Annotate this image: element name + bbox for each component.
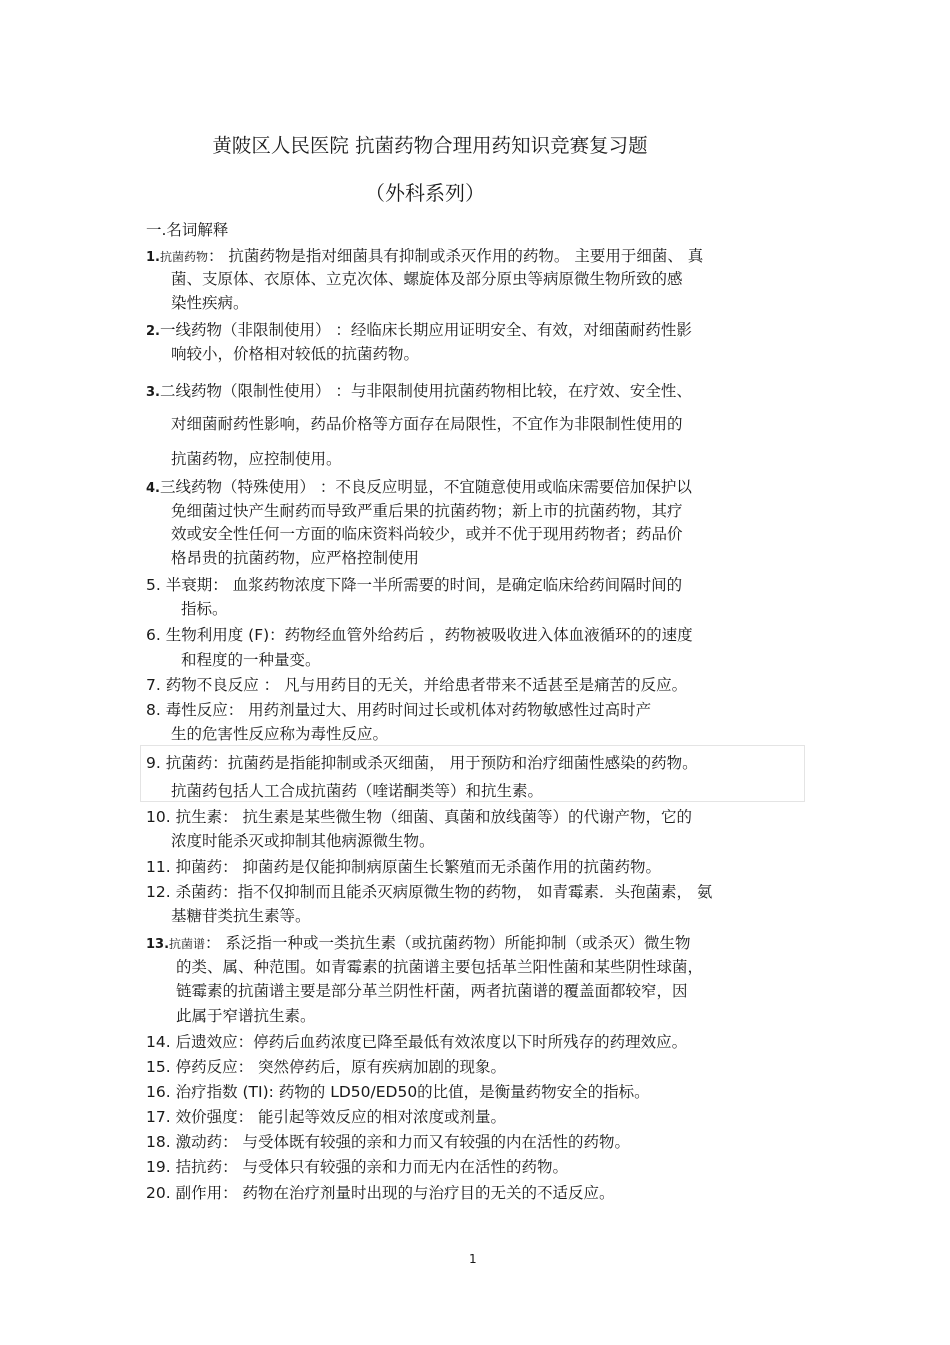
term-number: 17. (146, 1108, 176, 1126)
term-text: 毒性反应： 用药剂量过大、用药时间过长或机体对药物敏感性过高时产 (165, 701, 652, 719)
term-number: 11. (146, 858, 176, 876)
term-line (146, 476, 692, 500)
term-text: 格昂贵的抗菌药物，应严格控制使用 (171, 549, 420, 567)
term-text: 和程度的一种量变。 (181, 651, 321, 669)
term-text: 药物不良反应 ： 凡与用药目的无关，并给患者带来不适甚至是痛苦的反应。 (165, 676, 688, 694)
term-text: 抑菌药： 抑菌药是仅能抑制病原菌生长繁殖而无杀菌作用的抗菌药物。 (175, 858, 662, 876)
term-number: 19. (146, 1158, 176, 1176)
term-text: 拮抗药： 与受体只有较强的亲和力而无内在活性的药物。 (175, 1158, 569, 1176)
term-line (146, 1081, 650, 1103)
term-text: 抗菌药：抗菌药是指能抑制或杀灭细菌， 用于预防和治疗细菌性感染的药物。 (165, 754, 698, 772)
term-continuation-line (181, 598, 228, 620)
term-text: 三线药物（特殊使用） ：不良反应明显，不宜随意使用或临床需要倍加保护以 (159, 478, 692, 496)
term-text: 免细菌过快产生耐药而导致严重后果的抗菌药物；新上市的抗菌药物，其疗 (171, 502, 683, 520)
section-heading: 一.名词解释 (146, 221, 229, 239)
term-continuation-line (171, 343, 419, 365)
term-continuation-line (171, 448, 342, 470)
term-continuation-line (181, 649, 321, 671)
term-number: 18. (146, 1133, 176, 1151)
term-line (146, 1056, 506, 1078)
term-text: 杀菌药：指不仅抑制而且能杀灭病原微生物的药物， 如青霉素．头孢菌素， 氨 (175, 883, 713, 901)
term-text: 生的危害性反应称为毒性反应。 (171, 725, 389, 743)
term-continuation-line (171, 905, 311, 927)
term-continuation-line (171, 413, 683, 435)
term-line (146, 1156, 568, 1178)
term-continuation-line (176, 956, 703, 978)
term-line (146, 1131, 630, 1153)
term-text: 效或安全性任何一方面的临床资料尚较少，或并不优于现用药物者；药品价 (171, 525, 683, 543)
term-line (146, 752, 698, 774)
term-continuation-line (171, 292, 249, 314)
term-line (146, 932, 690, 956)
term-continuation-line (171, 523, 683, 545)
term-number: 6. (146, 626, 166, 644)
term-text: 副作用： 药物在治疗剂量时出现的与治疗目的无关的不适反应。 (175, 1184, 615, 1202)
term-line (146, 1182, 615, 1204)
term-continuation-line (171, 780, 543, 802)
term-line (146, 806, 692, 828)
term-number: 12. (146, 883, 176, 901)
document-subtitle: （外科系列） (365, 181, 485, 205)
term-continuation-line (171, 500, 683, 522)
term-text: ： 抗菌药物是指对细菌具有抑制或杀灭作用的药物。 主要用于细菌、 真 (208, 247, 704, 265)
term-continuation-line (171, 723, 388, 745)
term-continuation-line (176, 1005, 316, 1027)
term-number: 13. (146, 937, 170, 952)
term-line (146, 624, 693, 646)
term-number: 15. (146, 1058, 176, 1076)
term-number: 16. (146, 1083, 176, 1101)
term-label: 抗菌药物 (159, 250, 208, 264)
term-number: 10. (146, 808, 176, 826)
term-text: 链霉素的抗菌谱主要是部分革兰阴性杆菌，两者抗菌谱的覆盖面都较窄，因 (176, 982, 688, 1000)
term-text: 抗生素： 抗生素是某些微生物（细菌、真菌和放线菌等）的代谢产物，它的 (175, 808, 693, 826)
term-text: 后遗效应：停药后血药浓度已降至最低有效浓度以下时所残存的药理效应。 (175, 1033, 688, 1051)
term-line (146, 856, 661, 878)
term-text: 浓度时能杀灭或抑制其他病源微生物。 (171, 832, 435, 850)
term-text: 的类、属、种范围。如青霉素的抗菌谱主要包括革兰阳性菌和某些阴性球菌， (176, 958, 704, 976)
term-label: 抗菌谱 (169, 937, 206, 951)
term-number: 2. (146, 324, 160, 339)
term-number: 4. (146, 481, 160, 496)
term-text: 抗菌药包括人工合成抗菌药（喹诺酮类等）和抗生素。 (171, 782, 544, 800)
term-line (146, 881, 712, 903)
term-continuation-line (176, 980, 688, 1002)
term-number: 8. (146, 701, 166, 719)
term-text: 指标。 (181, 600, 228, 618)
term-number: 5. (146, 576, 166, 594)
term-line (146, 319, 692, 343)
term-text: 激动药： 与受体既有较强的亲和力而又有较强的内在活性的药物。 (175, 1133, 631, 1151)
term-number: 1. (146, 250, 160, 265)
term-text: 二线药物（限制性使用） ：与非限制使用抗菌药物相比较，在疗效、安全性、 (159, 382, 692, 400)
term-text: 抗菌药物，应控制使用。 (171, 450, 342, 468)
term-line (146, 380, 692, 404)
term-line (146, 1106, 506, 1128)
page-number: 1 (469, 1252, 477, 1266)
term-line (146, 699, 651, 721)
term-number: 7. (146, 676, 166, 694)
term-text: 响较小，价格相对较低的抗菌药物。 (171, 345, 420, 363)
term-continuation-line (171, 268, 683, 290)
term-line (146, 674, 687, 696)
term-number: 3. (146, 385, 160, 400)
term-continuation-line (171, 830, 435, 852)
term-text: 染性疾病。 (171, 294, 249, 312)
term-text: 基糖苷类抗生素等。 (171, 907, 311, 925)
term-text: 停药反应： 突然停药后，原有疾病加剧的现象。 (175, 1058, 507, 1076)
term-line (146, 574, 682, 596)
term-text: 菌、支原体、衣原体、立克次体、螺旋体及部分原虫等病原微生物所致的感 (171, 270, 683, 288)
term-line (146, 1031, 687, 1053)
term-line (146, 245, 703, 269)
term-text: 此属于窄谱抗生素。 (176, 1007, 316, 1025)
term-text: 生物利用度 (F)：药物经血管外给药后 ，药物被吸收进入体血液循环的的速度 (165, 626, 693, 644)
term-text: 一线药物（非限制使用） ：经临床长期应用证明安全、有效，对细菌耐药性影 (159, 321, 692, 339)
term-continuation-line (171, 547, 419, 569)
document-title: 黄陂区人民医院 抗菌药物合理用药知识竞赛复习题 (212, 134, 648, 157)
term-text: 半衰期： 血浆药物浓度下降一半所需要的时间，是确定临床给药间隔时间的 (165, 576, 683, 594)
term-text: 治疗指数 (TI): 药物的 LD50/ED50的比值，是衡量药物安全的指标。 (175, 1083, 650, 1101)
term-text: 对细菌耐药性影响，药品价格等方面存在局限性，不宜作为非限制性使用的 (171, 415, 683, 433)
term-text: 效价强度： 能引起等效反应的相对浓度或剂量。 (175, 1108, 507, 1126)
term-number: 9. (146, 754, 166, 772)
term-text: ： 系泛指一种或一类抗生素（或抗菌药物）所能抑制（或杀灭）微生物 (205, 934, 691, 952)
term-number: 20. (146, 1184, 176, 1202)
term-number: 14. (146, 1033, 176, 1051)
